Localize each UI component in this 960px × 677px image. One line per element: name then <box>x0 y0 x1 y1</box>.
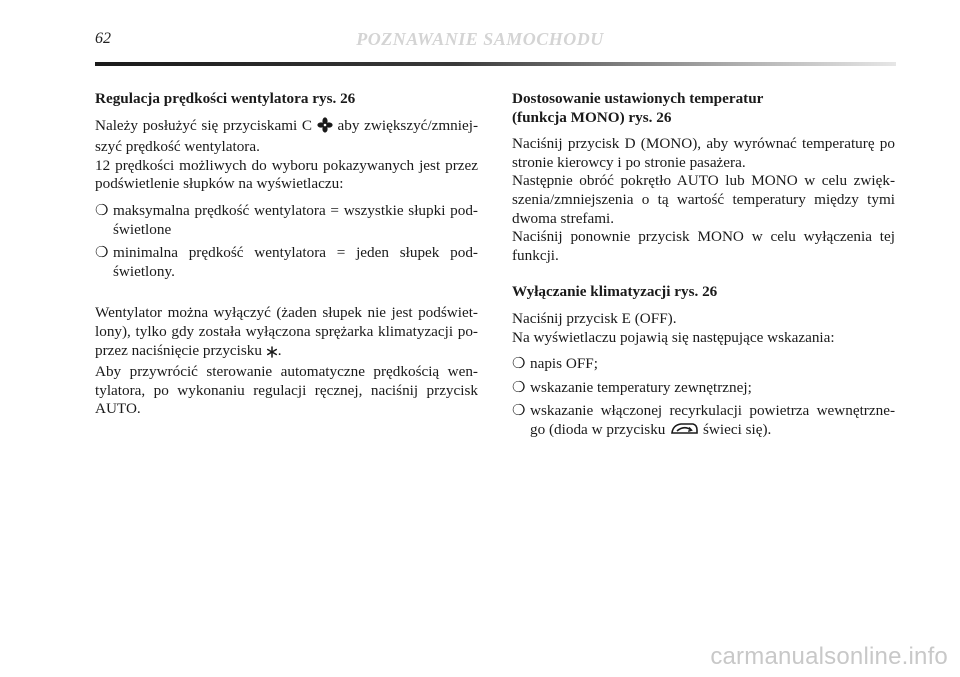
heading-line: (funkcja MONO) rys. 26 <box>512 108 672 126</box>
list-item <box>95 244 478 281</box>
bullet-mark: ❍ <box>512 379 526 396</box>
text-fragment: Należy posłużyć się przyciskami C <box>95 116 313 134</box>
section-heading-mono <box>512 90 895 127</box>
paragraph-fan-off <box>95 304 478 363</box>
list-item-text: świeci się). <box>702 420 772 438</box>
list-item <box>512 355 895 374</box>
list-item-text: minimalna prędkość wentylatora = jeden słupek pod-świetlony. <box>113 244 478 280</box>
page-header <box>0 0 960 70</box>
list-item <box>512 379 895 398</box>
list-item <box>95 202 478 239</box>
left-column <box>95 90 478 419</box>
list-item-text: napis OFF; <box>530 355 598 373</box>
right-column <box>512 90 895 448</box>
text-fragment: aby zwiększyć/zmniej-szyć prędkość wentylatora. <box>95 116 479 156</box>
recirculation-icon <box>669 421 699 443</box>
running-title: POZNAWANIE SAMOCHODU <box>356 29 604 49</box>
paragraph-fan-buttons <box>95 117 478 157</box>
section-heading-fan-speed: Regulacja prędkości wentylatora rys. 26 <box>95 90 356 107</box>
list-item-text: wskazanie temperatury zewnętrznej; <box>530 378 752 396</box>
list-item-text: maksymalna prędkość wentylatora = wszystkie słupki pod-świetlone <box>113 201 478 238</box>
heading-line: Dostosowanie ustawionych temperatur <box>512 90 764 107</box>
paragraph-mono-press: Naciśnij przycisk D (MONO), aby wyrównać temperaturę po stronie kierowcy i po stronie pasażera. <box>512 135 895 171</box>
bullet-mark: ❍ <box>95 245 109 262</box>
header-rule <box>95 62 896 66</box>
watermark: carmanualsonline.info <box>710 643 948 670</box>
paragraph-press-off: Naciśnij przycisk E (OFF). <box>512 309 677 327</box>
paragraph-mono-knob: Następnie obróć pokrętło AUTO lub MONO w celu zwięk-szenia/zmniejszenia o tą wartość temperatury między tymi dwoma strefami. <box>512 172 895 227</box>
paragraph-mono-off: Naciśnij ponownie przycisk MONO w celu wyłączenia tej funkcji. <box>512 228 895 264</box>
paragraph-restore-auto: Aby przywrócić sterowanie automatyczne prędkością wen-tylatora, po wykonaniu regulacji ręcznej, naciśnij przycisk AUTO. <box>95 363 478 418</box>
bullet-mark: ❍ <box>95 202 109 219</box>
fan-icon <box>317 117 333 139</box>
paragraph-speeds: 12 prędkości możliwych do wyboru pokazywanych jest przez podświetlenie słupków na wyświetlaczu: <box>95 156 478 193</box>
section-heading-ac-off: Wyłączanie klimatyzacji rys. 26 <box>512 283 718 301</box>
list-item <box>512 402 895 442</box>
snowflake-icon <box>266 345 278 364</box>
text-fragment: Wentylator można wyłączyć (żaden słupek nie jest podświet-lony), tylko gdy została wyłączona sprężarka klimatyzacji po-przez naciśnięcie przycisku <box>95 304 478 359</box>
text-fragment: . <box>277 341 282 359</box>
paragraph-display-shows: Na wyświetlaczu pojawią się następujące wskazania: <box>512 328 835 346</box>
bullet-mark: ❍ <box>512 403 526 420</box>
page-number: 62 <box>95 30 111 47</box>
list-item-text: wskazanie włączonej recyrkulacji powietrza wewnętrzne-go (dioda w przycisku <box>530 402 895 438</box>
bullet-mark: ❍ <box>512 356 526 373</box>
